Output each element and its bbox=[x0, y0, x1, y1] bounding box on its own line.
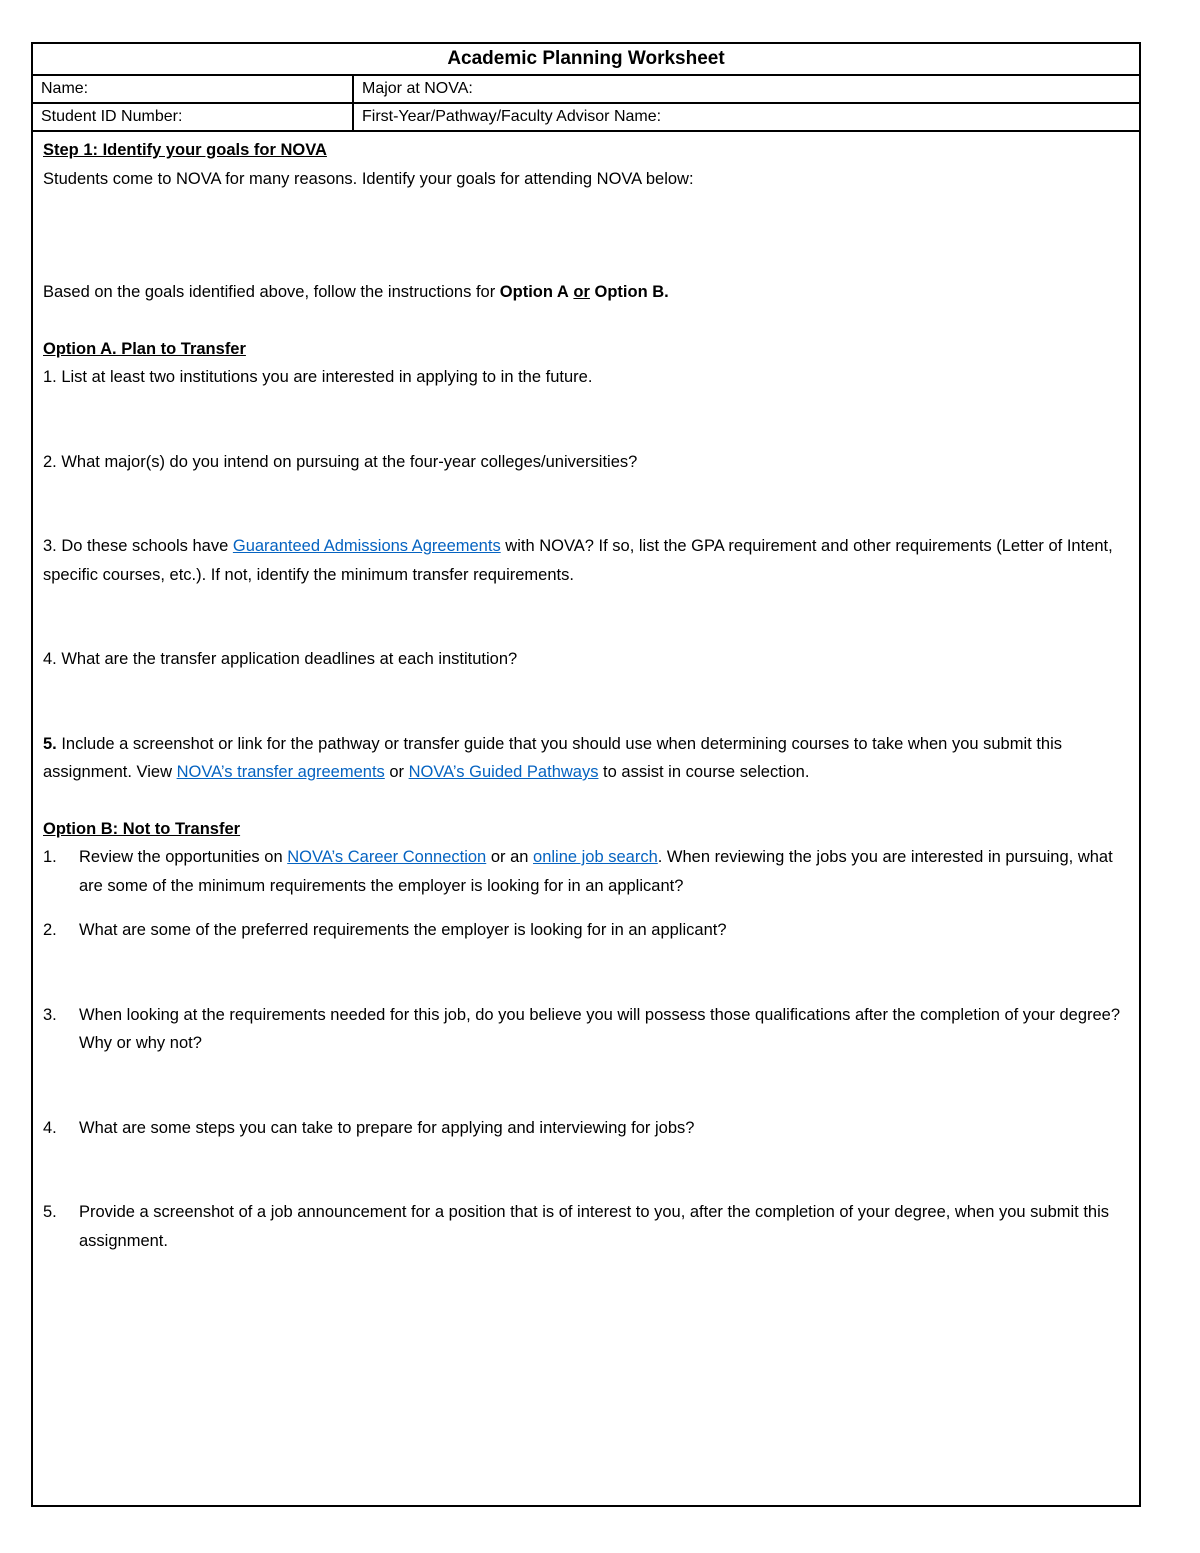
student-id-label: Student ID Number: bbox=[33, 104, 354, 130]
answer-space bbox=[43, 674, 1129, 730]
career-connection-link[interactable]: NOVA’s Career Connection bbox=[287, 848, 487, 866]
option-a-q2: 2. What major(s) do you intend on pursuing at the four-year colleges/universities? bbox=[43, 452, 638, 471]
transfer-agreements-link[interactable]: NOVA’s transfer agreements bbox=[176, 763, 385, 781]
q3-suffix: with NOVA? If so, list the GPA requirement and other requirements (Letter of Intent, specific courses, etc.). If not, identify the minimum transfer requirements. bbox=[43, 537, 1113, 584]
option-b-q3: When looking at the requirements needed for this job, do you believe you will possess those qualifications after the completion of your degree? Why or why not? bbox=[79, 1005, 1121, 1052]
list-item bbox=[43, 843, 1129, 900]
option-a-q5 bbox=[43, 730, 1129, 787]
answer-space bbox=[43, 392, 1129, 448]
info-row-id bbox=[33, 104, 1139, 132]
answer-space bbox=[43, 476, 1129, 532]
q5-suffix: to assist in course selection. bbox=[598, 763, 810, 781]
list-number: 5. bbox=[43, 1203, 57, 1221]
answer-space bbox=[43, 193, 1129, 278]
info-row-name bbox=[33, 76, 1139, 104]
step1-heading: Step 1: Identify your goals for NOVA bbox=[43, 141, 327, 159]
worksheet-table bbox=[31, 42, 1141, 1507]
answer-space bbox=[43, 589, 1129, 645]
list-item bbox=[43, 1001, 1129, 1058]
option-a-q4: 4. What are the transfer application deadlines at each institution? bbox=[43, 650, 518, 668]
option-b-q5: Provide a screenshot of a job announcement for a position that is of interest to you, after the completion of your degree, when you submit this assignment. bbox=[79, 1203, 1110, 1250]
option-b-q2: What are some of the preferred requirements the employer is looking for in an applicant? bbox=[79, 921, 727, 939]
option-b-ref: Option B. bbox=[594, 283, 669, 301]
q5-number: 5. bbox=[43, 734, 57, 753]
list-number: 2. bbox=[43, 921, 57, 939]
list-item bbox=[43, 1114, 1129, 1143]
worksheet-body bbox=[33, 132, 1139, 1255]
list-item bbox=[43, 916, 1129, 945]
advisor-label: First-Year/Pathway/Faculty Advisor Name: bbox=[362, 108, 662, 125]
q5-mid: or bbox=[384, 763, 409, 781]
name-label: Name: bbox=[33, 76, 354, 102]
option-b-heading: Option B: Not to Transfer bbox=[43, 819, 241, 838]
option-a-q1: 1. List at least two institutions you are interested in applying to in the future. bbox=[43, 368, 593, 386]
worksheet-title: Academic Planning Worksheet bbox=[33, 44, 1139, 76]
q5-prefix: Include a screenshot or link for the pathway or transfer guide that you should use when determining courses to take when you submit this assignment. View bbox=[43, 734, 1062, 781]
guaranteed-admissions-link[interactable]: Guaranteed Admissions Agreements bbox=[232, 537, 501, 555]
list-number: 1. bbox=[43, 848, 57, 866]
option-b-q1 bbox=[79, 843, 1129, 900]
q3-prefix: 3. Do these schools have bbox=[43, 537, 233, 555]
q1-mid: or an bbox=[486, 848, 534, 866]
major-label: Major at NOVA: bbox=[362, 80, 473, 97]
list-number: 3. bbox=[43, 1005, 57, 1024]
option-a-ref: Option A bbox=[499, 283, 569, 301]
step1-intro: Students come to NOVA for many reasons. Identify your goals for attending NOVA below: bbox=[43, 169, 694, 188]
q1-prefix: Review the opportunities on bbox=[79, 848, 288, 866]
guided-pathways-link[interactable]: NOVA’s Guided Pathways bbox=[408, 763, 599, 781]
list-number: 4. bbox=[43, 1118, 57, 1137]
option-b-list bbox=[43, 843, 1129, 1255]
option-a-q3 bbox=[43, 532, 1129, 589]
online-job-search-link[interactable]: online job search bbox=[533, 848, 658, 866]
option-a-heading: Option A. Plan to Transfer bbox=[43, 339, 246, 358]
option-b-q4: What are some steps you can take to prepare for applying and interviewing for jobs? bbox=[79, 1118, 695, 1137]
list-item bbox=[43, 1198, 1129, 1255]
q1-suffix: . When reviewing the jobs you are interested in pursuing, what are some of the minimum requirements the employer is looking for in an applicant? bbox=[79, 848, 1113, 895]
based-on-goals-text bbox=[43, 278, 1129, 307]
or-word: or bbox=[573, 283, 590, 301]
based-prefix: Based on the goals identified above, follow the instructions for bbox=[43, 283, 500, 301]
